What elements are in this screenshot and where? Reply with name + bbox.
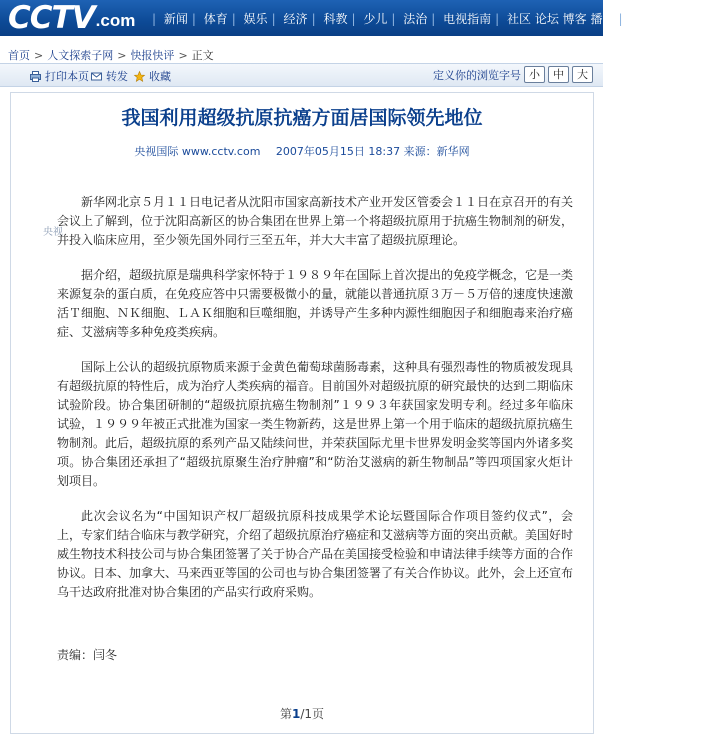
pager-current-page[interactable]: 1 [291, 707, 301, 721]
breadcrumb-separator: > [178, 49, 188, 62]
print-button[interactable] [30, 68, 89, 84]
article-title: 我国利用超级抗原抗癌方面居国际领先地位 [121, 107, 483, 129]
nav-item-tv-guide[interactable]: 电视指南 [443, 12, 492, 26]
breadcrumb [8, 47, 214, 63]
envelope-icon [91, 71, 102, 82]
article-paragraph: 国际上公认的超级抗原物质来源于金黄色葡萄球菌肠毒素，这种具有强烈毒性的物质被发现具有超级抗原的特性后，成为治疗人类疾病的福音。目前国外对超级抗原的研究最快的达到二期临床试验阶段。协合集团研制的“超级抗原抗癌生物制剂”１９９３年获国家发明专利。经过多年临床试验，１９９９年被正式批准为国家一类生物新药，这是世界上第一个用于临床的超级抗原抗癌生物制剂。此后，超级抗原的系列产品又陆续问世，并荣获国际尤里卡世界发明金奖等国内外诸多奖项。协合集团还承担了“超级抗原聚生治疗肿瘤”和“防治艾滋病的新生物制品”等四项国家火炬计划项目。 [57, 360, 574, 488]
breadcrumb-home[interactable]: 首页 [8, 49, 30, 62]
article-source-site: 央视国际 www.cctv.com [134, 145, 261, 158]
breadcrumb-separator: > [117, 49, 127, 62]
nav-item-law[interactable]: 法治 [403, 12, 428, 26]
nav-separator: | [191, 12, 196, 26]
pagination [11, 705, 593, 722]
article-toolbar [0, 63, 603, 87]
printer-icon [30, 71, 41, 82]
breadcrumb-separator: > [34, 49, 44, 62]
font-size-large-button[interactable]: 大 [572, 66, 593, 83]
breadcrumb-humanities[interactable]: 人文探索子网 [47, 49, 114, 62]
font-size-medium-button[interactable]: 中 [548, 66, 569, 83]
nav-separator: | [271, 12, 276, 26]
nav-separator: | [495, 12, 500, 26]
article-editor: 责编：闫冬 [57, 648, 118, 662]
logo-domain-text: .com [95, 11, 136, 30]
nav-separator: | [152, 12, 157, 26]
article-paragraph: 此次会议名为“中国知识产权厂超级抗原科技成果学术论坛暨国际合作项目签约仪式”，会上，专家们结合临床与教学研究，介绍了超级抗原治疗癌症和艾滋病等方面的突出贡献。美国好时威生物技术科技公司与协合集团签署了关于协合产品在美国接受检验和申请法律手续等方面的合作协议。日本、加拿大、马来西亚等国的公司也与协合集团签署了有关合作协议。此外，会上还宣布乌干达政府批准对协合集团的产品实行政府采购。 [57, 509, 574, 599]
breadcrumb-current: 正文 [191, 49, 214, 62]
nav-separator: | [391, 12, 396, 26]
site-header [0, 0, 702, 36]
nav-item-community[interactable]: 社区 论坛 博客 播客 [507, 12, 615, 26]
main-nav [148, 10, 702, 27]
nav-separator: | [231, 12, 236, 26]
nav-separator: | [351, 12, 356, 26]
cctv-logo[interactable] [8, 1, 135, 35]
breadcrumb-news-flash[interactable]: 快报快评 [130, 49, 175, 62]
nav-separator: | [618, 12, 623, 26]
print-label: 打印本页 [45, 70, 89, 83]
nav-item-economy[interactable]: 经济 [283, 12, 308, 26]
logo-main-text: CCTV [8, 0, 95, 36]
nav-item-sports[interactable]: 体育 [203, 12, 228, 26]
watermark-text: 央视 [43, 227, 63, 238]
article-body [57, 193, 573, 618]
article-datetime-source: 2007年05月15日 18:37 来源：新华网 [275, 145, 470, 158]
nav-item-kids[interactable]: 少儿 [363, 12, 388, 26]
font-size-controls [433, 66, 593, 83]
favorite-label: 收藏 [149, 70, 171, 83]
article-container [10, 92, 594, 734]
nav-item-live-tv[interactable]: 网络电视直播 [630, 12, 702, 26]
article-meta [11, 143, 593, 159]
nav-item-science[interactable]: 科教 [323, 12, 348, 26]
font-size-label: 定义你的浏览字号 [433, 68, 521, 82]
nav-item-news[interactable]: 新闻 [163, 12, 188, 26]
forward-label: 转发 [106, 70, 128, 83]
nav-item-entertainment[interactable]: 娱乐 [243, 12, 268, 26]
article-paragraph: 新华网北京５月１１日电记者从沈阳市国家高新技术产业开发区管委会１１日在京召开的有关会议上了解到，位于沈阳高新区的协合集团在世界上第一个将超级抗原用于抗癌生物制剂的研发，并投入临床应用，至少领先国外同行三至五年，并大大丰富了超级抗原理论。 [57, 195, 574, 247]
nav-separator: | [431, 12, 436, 26]
pager-suffix: /1页 [300, 707, 325, 721]
favorite-button[interactable] [134, 68, 171, 84]
nav-separator: | [311, 12, 316, 26]
star-icon [134, 71, 145, 82]
article-paragraph: 据介绍，超级抗原是瑞典科学家怀特于１９８９年在国际上首次提出的免疫学概念，它是一类来源复杂的蛋白质，在免疫应答中只需要极微小的量，就能以普通抗原３万－５万倍的速度快速激活Ｔ细胞、ＮＫ细胞、ＬＡＫ细胞和巨噬细胞，并诱导产生多种内源性细胞因子和细胞毒来治疗癌症、艾滋病等多种免疫类疾病。 [57, 268, 574, 339]
pager-prefix: 第 [279, 707, 292, 721]
forward-button[interactable] [91, 68, 128, 84]
font-size-small-button[interactable]: 小 [524, 66, 545, 83]
